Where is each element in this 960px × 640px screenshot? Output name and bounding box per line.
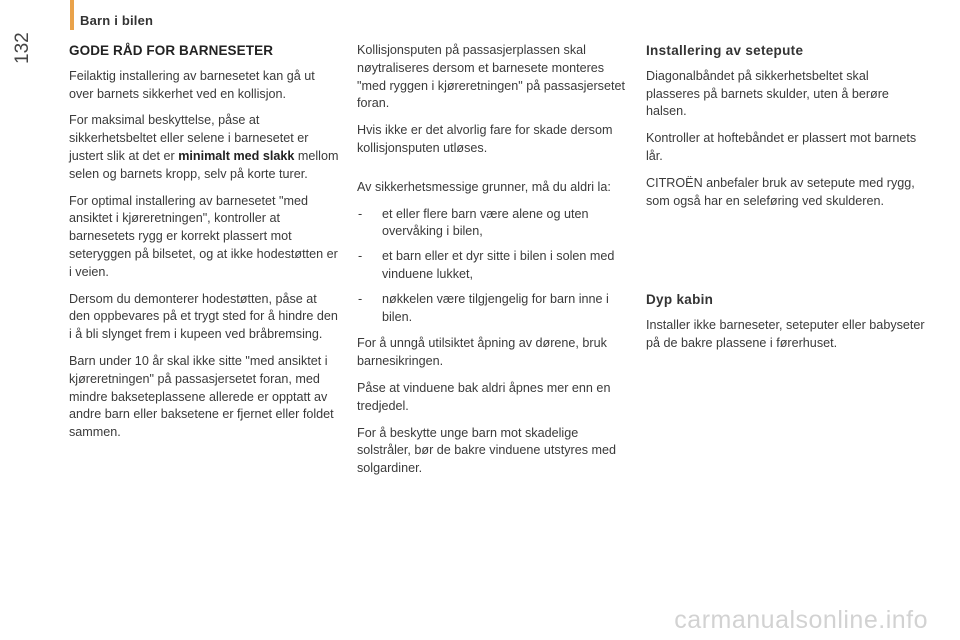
paragraph-diagonal-belt: Diagonalbåndet på sikkerhetsbeltet skal plasseres på barnets skulder, uten å berøre halsen.: [646, 68, 889, 119]
paragraph-deep-cab: Installer ikke barneseter, seteputer eller babyseter på de bakre plassene i førerhuset.: [646, 318, 925, 350]
paragraph-airbag-risk: Hvis ikke er det alvorlig fare for skade dersom kollisjonsputen utløses.: [357, 123, 613, 155]
column-right: [646, 42, 926, 362]
header-accent-bar: [70, 0, 74, 30]
paragraph-never-leave: Av sikkerhetsmessige grunner, må du aldri la:: [357, 179, 611, 194]
page-number-text: 132: [12, 32, 33, 64]
paragraph-citroen-recommends: CITROËN anbefaler bruk av setepute med rygg, som også har en seleføring ved skulderen.: [646, 175, 915, 208]
spacer: [646, 219, 926, 291]
subheading-deep-cab: Dyp kabin: [646, 292, 714, 308]
paragraph-airbag-neutralize: Kollisjonsputen på passasjerplassen skal nøytraliseres dersom et barnesete monteres "med ryggen i kjøreretningen" på passasjersetet foran.: [357, 43, 625, 111]
watermark: carmanualsonline.info: [674, 606, 928, 634]
paragraph-rear-windows: Påse at vinduene bak aldri åpnes mer enn en tredjedel.: [357, 380, 611, 413]
spacer: [357, 167, 632, 179]
subheading-booster-seat: Installering av setepute: [646, 43, 804, 58]
bold-run-minimal-slack: minimalt med slakk: [178, 148, 295, 163]
paragraph-child-lock: For å unngå utilsiktet åpning av dørene, bruk barnesikringen.: [357, 336, 607, 369]
list-item: - et barn eller et dyr sitte i bilen i solen med vinduene lukket,: [357, 248, 632, 284]
section-title: Barn i bilen: [80, 13, 154, 28]
list-item: - et eller flere barn være alene og uten overvåking i bilen,: [357, 206, 632, 242]
page-number: [8, 32, 34, 84]
paragraph-headrest: Dersom du demonterer hodestøtten, påse at den oppbevares på et trygt sted for å hindre den i å bli slynget frem i kupeen ved bråbremsing.: [69, 291, 338, 342]
column-middle: [357, 42, 632, 487]
list-item: - nøkkelen være tilgjengelig for barn inne i bilen.: [357, 291, 632, 327]
main-heading: GODE RÅD FOR BARNESETER: [69, 43, 274, 58]
paragraph-forward-facing: For optimal installering av barnesetet "med ansiktet i kjøreretningen", kontroller at barnesetets rygg er korrekt plassert mot seteryggen på bilsetet, og at ikke hodestøtten er i veien.: [69, 193, 338, 279]
text-run: mellom selen og barnets kropp, selv på korte turer.: [69, 148, 339, 181]
text-run: For maksimal beskyttelse, påse at sikkerhetsbeltet eller selene i barnesetet er justert slik at det er: [69, 113, 309, 163]
paragraph-belt-slack: [69, 112, 341, 183]
paragraph-installation-warning: Feilaktig installering av barnesetet kan gå ut over barnets sikkerhet ved en kollisjon.: [69, 68, 315, 101]
paragraph-under-10: Barn under 10 år skal ikke sitte "med ansiktet i kjøreretningen" på passasjersetet foran, med mindre bakseteplassene allerede er opptatt av andre barn eller baksetene er fjernet eller foldet sammen.: [69, 353, 334, 440]
safety-list: [357, 206, 632, 327]
paragraph-lap-belt: Kontroller at hoftebåndet er plassert mot barnets lår.: [646, 131, 917, 163]
column-left: [69, 42, 341, 451]
paragraph-sun-blinds: For å beskytte unge barn mot skadelige solstråler, bør de bakre vinduene utstyres med solgardiner.: [357, 425, 616, 476]
